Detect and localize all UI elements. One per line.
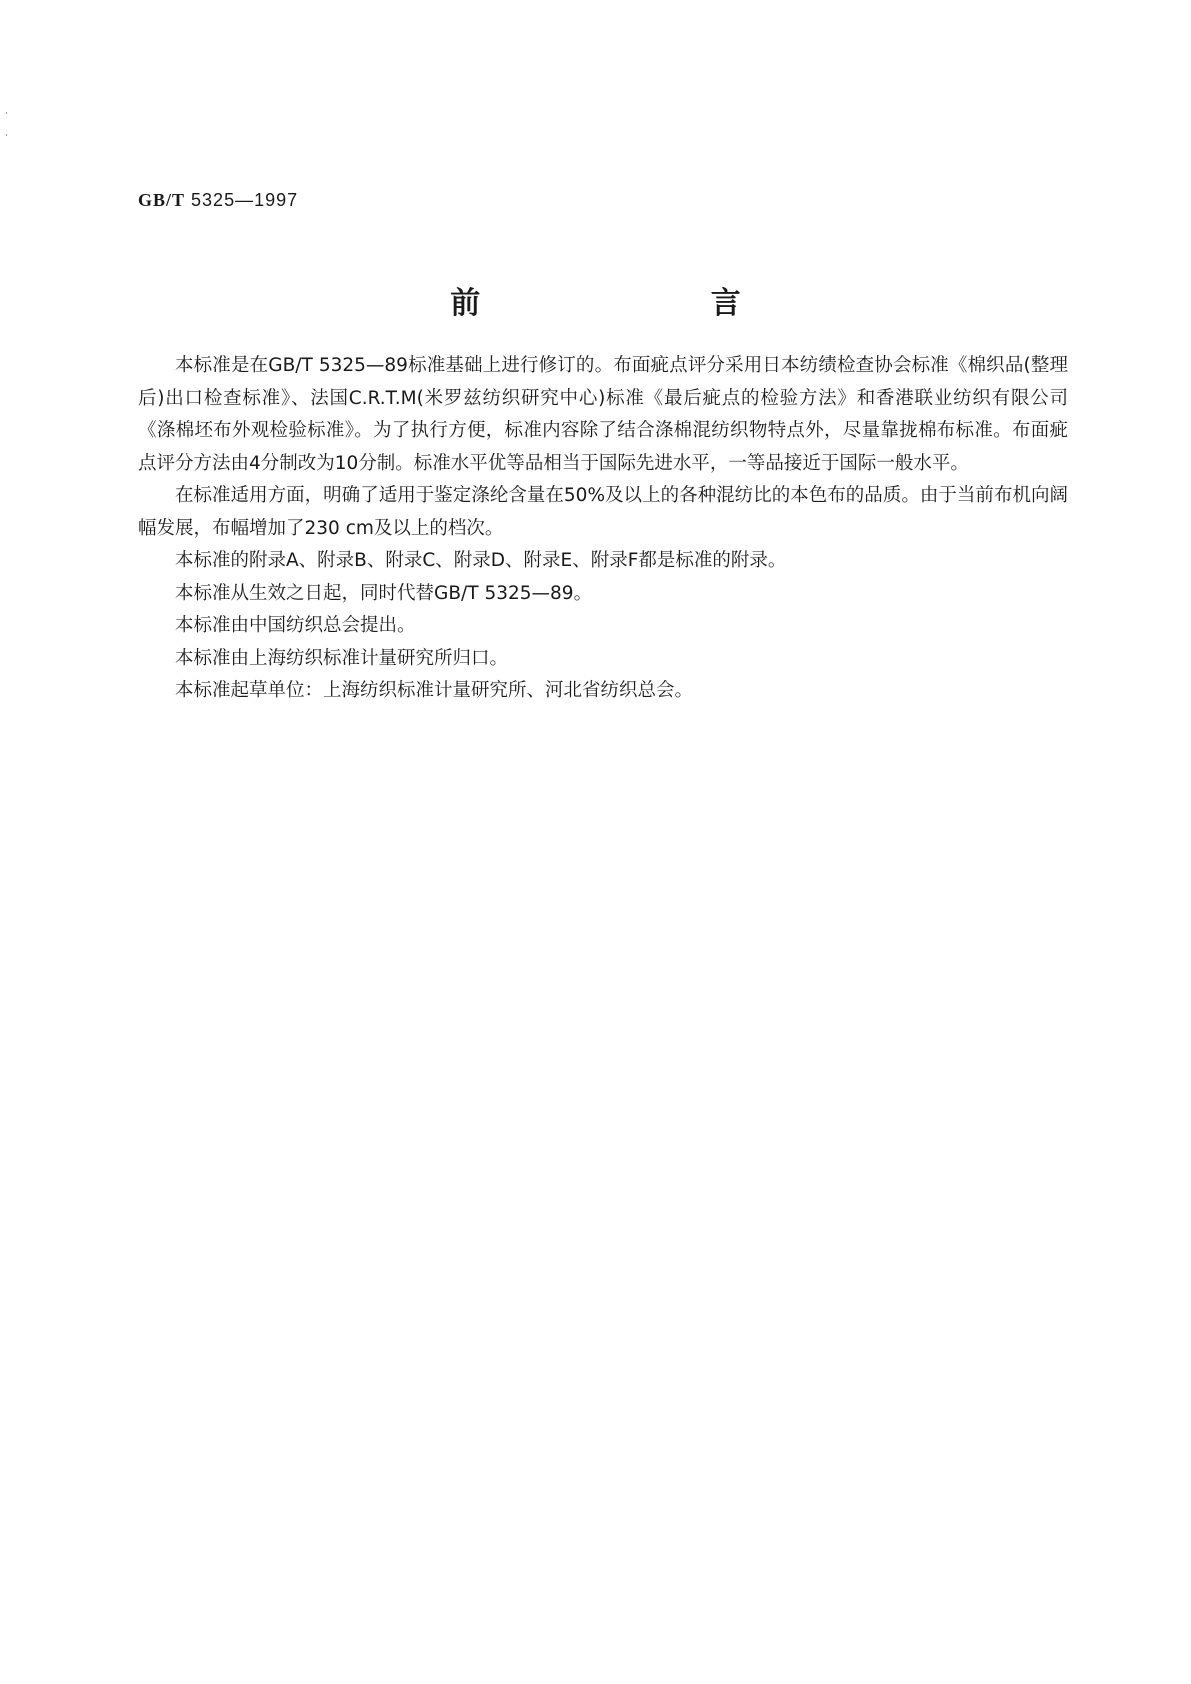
paragraph: 本标准的附录A、附录B、附录C、附录D、附录E、附录F都是标准的附录。 <box>175 550 787 571</box>
paragraph: 在标准适用方面，明确了适用于鉴定涤纶含量在50%及以上的各种混纺比的本色布的品质。由于当前布机向阔幅发展，布幅增加了230 cm及以上的档次。 <box>138 485 1068 539</box>
scan-speck <box>6 134 7 136</box>
standard-code-number: 5325—1997 <box>191 190 299 210</box>
standard-code <box>138 190 298 211</box>
page-title: 前 言 <box>450 286 851 321</box>
paragraph: 本标准是在GB/T 5325—89标准基础上进行修订的。布面疵点评分采用日本纺绩检查协会标准《棉织品(整理后)出口检查标准》、法国C.R.T.M(米罗兹纺织研究中心)标准《最后疵点的检验方法》和香港联业纺织有限公司《涤棉坯布外观检验标准》。为了执行方便，标准内容除了结合涤棉混纺织物特点外，尽量靠拢棉布标准。布面疵点评分方法由4分制改为10分制。标准水平优等品相当于国际先进水平，一等品接近于国际一般水平。 <box>138 355 1068 474</box>
paragraph: 本标准起草单位：上海纺织标准计量研究所、河北省纺织总会。 <box>175 680 694 701</box>
scan-speck <box>6 112 7 114</box>
paragraph: 本标准从生效之日起，同时代替GB/T 5325—89。 <box>175 582 593 604</box>
paragraph: 本标准由上海纺织标准计量研究所归口。 <box>175 647 509 669</box>
paragraph: 本标准由中国纺织总会提出。 <box>175 615 416 636</box>
foreword-body <box>138 350 1068 708</box>
standard-code-prefix: GB/T <box>138 190 186 210</box>
